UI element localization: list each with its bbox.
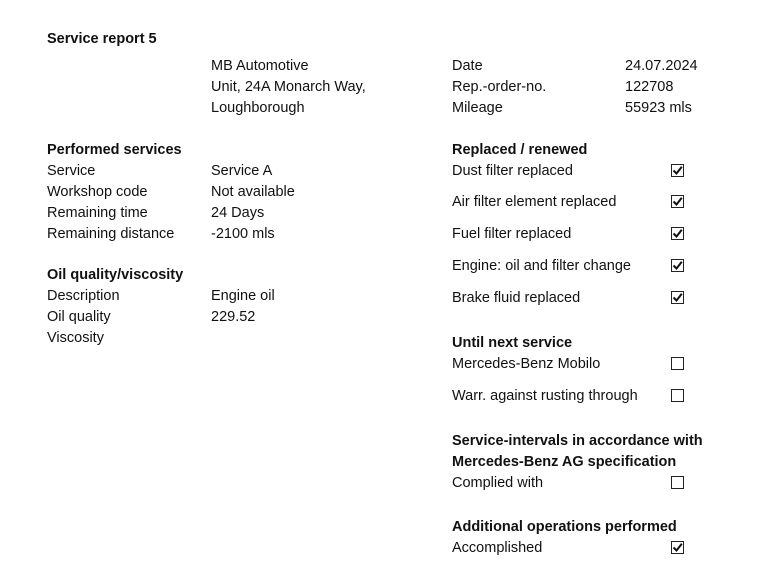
service-value: Service A: [211, 163, 273, 179]
checkmark-icon: [672, 165, 683, 176]
replaced-checkbox[interactable]: [671, 291, 684, 304]
date-label: Date: [452, 58, 483, 74]
viscosity-label: Viscosity: [47, 330, 104, 346]
dealer-name: MB Automotive: [211, 58, 309, 74]
checkmark-icon: [672, 292, 683, 303]
replaced-heading: Replaced / renewed: [452, 142, 588, 158]
intervals-heading-line1: Service-intervals in accordance with: [452, 433, 703, 449]
oil-description-label: Description: [47, 288, 120, 304]
workshop-value: Not available: [211, 184, 295, 200]
intervals-heading-line2: Mercedes-Benz AG specification: [452, 454, 677, 470]
mileage-value: 55923 mls: [625, 100, 692, 116]
time-label: Remaining time: [47, 205, 148, 221]
replaced-checkbox[interactable]: [671, 195, 684, 208]
until-next-checkbox[interactable]: [671, 389, 684, 402]
date-value: 24.07.2024: [625, 58, 698, 74]
additional-checkbox[interactable]: [671, 541, 684, 554]
oil-quality-label: Oil quality: [47, 309, 111, 325]
oil-quality-value: 229.52: [211, 309, 256, 325]
until-next-item-label: Mercedes-Benz Mobilo: [452, 356, 601, 372]
replaced-checkbox[interactable]: [671, 164, 684, 177]
distance-value: -2100 mls: [211, 226, 275, 242]
replaced-checkbox[interactable]: [671, 259, 684, 272]
oil-description-value: Engine oil: [211, 288, 275, 304]
distance-label: Remaining distance: [47, 226, 175, 242]
checkmark-icon: [672, 228, 683, 239]
additional-item-label: Accomplished: [452, 540, 543, 556]
time-value: 24 Days: [211, 205, 265, 221]
dealer-address-line1: Unit, 24A Monarch Way,: [211, 79, 366, 95]
replaced-item-label: Engine: oil and filter change: [452, 258, 631, 274]
additional-heading: Additional operations performed: [452, 519, 677, 535]
oil-heading: Oil quality/viscosity: [47, 267, 184, 283]
replaced-item-label: Dust filter replaced: [452, 163, 573, 179]
report-title: Service report 5: [47, 31, 157, 47]
performed-heading: Performed services: [47, 142, 182, 158]
order-label: Rep.-order-no.: [452, 79, 547, 95]
replaced-item-label: Air filter element replaced: [452, 194, 617, 210]
until-next-item-label: Warr. against rusting through: [452, 388, 638, 404]
checkmark-icon: [672, 260, 683, 271]
replaced-item-label: Brake fluid replaced: [452, 290, 581, 306]
checkmark-icon: [672, 196, 683, 207]
dealer-address-line2: Loughborough: [211, 100, 305, 116]
until-next-heading: Until next service: [452, 335, 573, 351]
workshop-label: Workshop code: [47, 184, 148, 200]
replaced-item-label: Fuel filter replaced: [452, 226, 572, 242]
service-label: Service: [47, 163, 96, 179]
replaced-checkbox[interactable]: [671, 227, 684, 240]
mileage-label: Mileage: [452, 100, 503, 116]
checkmark-icon: [672, 542, 683, 553]
intervals-item-label: Complied with: [452, 475, 544, 491]
until-next-checkbox[interactable]: [671, 357, 684, 370]
order-value: 122708: [625, 79, 674, 95]
intervals-checkbox[interactable]: [671, 476, 684, 489]
